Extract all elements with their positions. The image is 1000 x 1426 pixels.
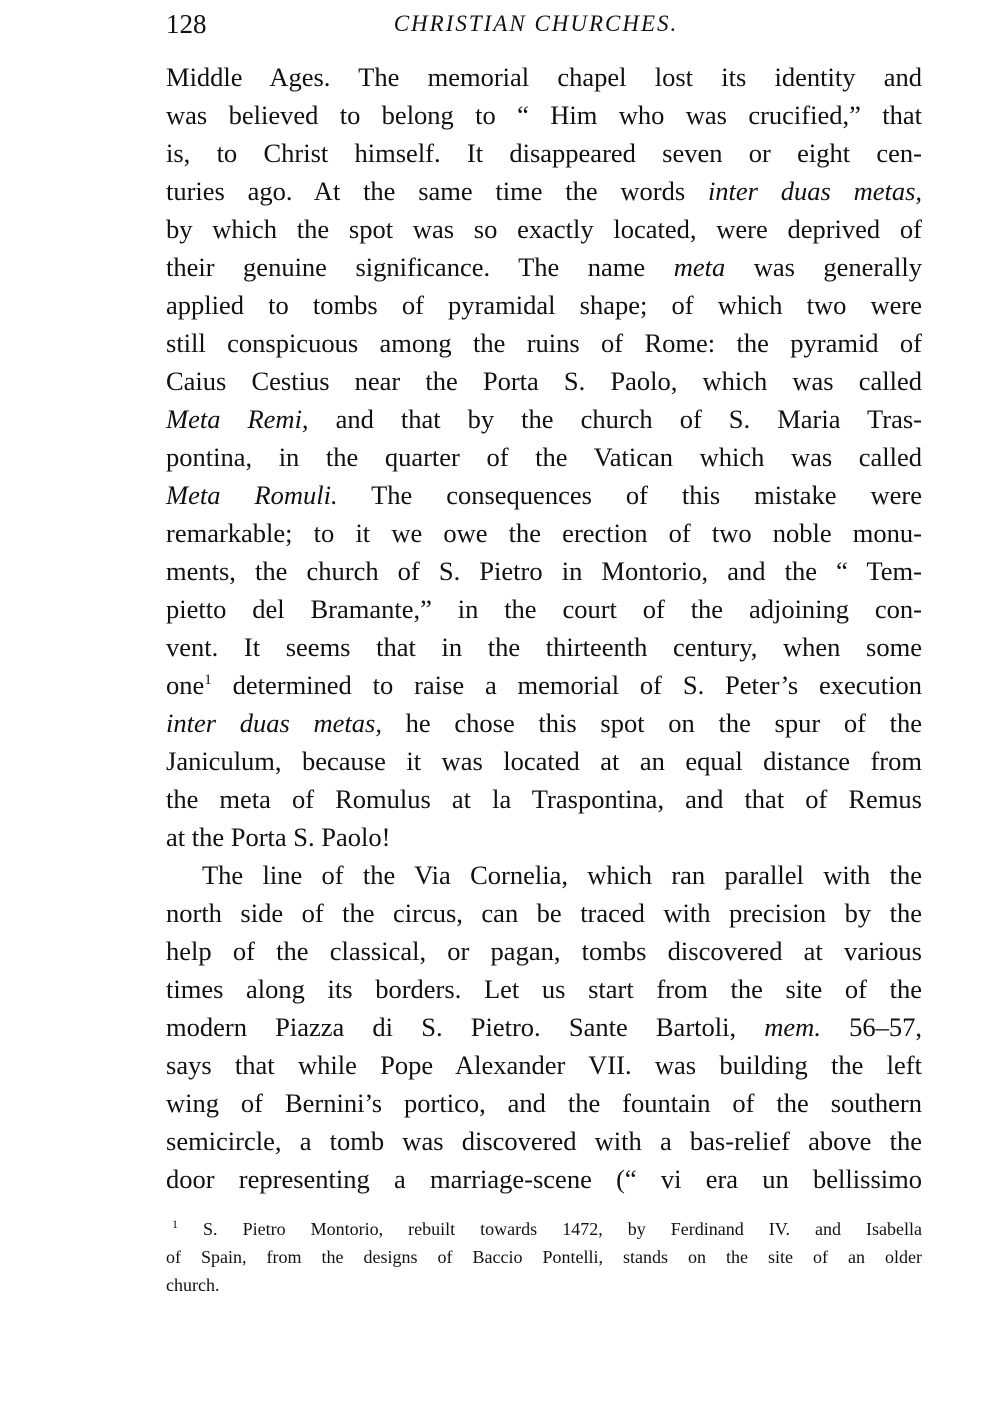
footnote-line: church. xyxy=(166,1275,220,1295)
text-line: turies ago. At the same time the words inter duas metas, xyxy=(166,176,923,206)
text-line: The line of the Via Cornelia, which ran parallel with the xyxy=(202,860,922,890)
text-line: Middle Ages. The memorial chapel lost its identity and xyxy=(166,62,922,92)
italic-phrase: mem. xyxy=(764,1012,821,1042)
footnote-line: $^1$ S. Pietro Montorio, rebuilt towards 1472, by Ferdinand IV. and Isabella xyxy=(172,1217,922,1239)
text-line: applied to tombs of pyramidal shape; of which two were xyxy=(166,290,922,320)
text-line: semicircle, a tomb was discovered with a bas-relief above the xyxy=(166,1126,922,1156)
text-line: remarkable; to it we owe the erection of two noble monu- xyxy=(166,518,922,548)
text-line: help of the classical, or pagan, tombs discovered at various xyxy=(166,936,922,966)
paragraph-1 xyxy=(166,58,922,856)
italic-phrase: Meta Remi, xyxy=(166,404,309,434)
text-line: one$^1$ determined to raise a memorial of S. Peter’s execution xyxy=(166,670,922,700)
text-line: door representing a marriage-scene (“ vi era un bellissimo xyxy=(166,1164,922,1194)
italic-phrase: inter duas metas, xyxy=(707,176,923,206)
text-line: is, to Christ himself. It disappeared seven or eight cen- xyxy=(166,138,922,168)
text-line: says that while Pope Alexander VII. was building the left xyxy=(166,1050,922,1080)
text-line: Meta Remi, and that by the church of S. Maria Tras- xyxy=(166,404,923,434)
text-line: Janiculum, because it was located at an equal distance from xyxy=(166,746,922,776)
footnote-marker: 1 xyxy=(172,1217,178,1231)
page-number: 128 xyxy=(166,9,207,39)
text-line: pontina, in the quarter of the Vatican which was called xyxy=(166,442,922,472)
text-line: pietto del Bramante,” in the court of the adjoining con- xyxy=(166,594,922,624)
text-line: vent. It seems that in the thirteenth century, when some xyxy=(166,632,922,662)
text-line: the meta of Romulus at la Traspontina, and that of Remus xyxy=(166,784,922,814)
text-line: wing of Bernini’s portico, and the fountain of the southern xyxy=(166,1088,922,1118)
italic-phrase: Meta Romuli. xyxy=(166,480,338,510)
text-line: still conspicuous among the ruins of Rome: the pyramid of xyxy=(166,328,922,358)
text-line: Meta Romuli. The consequences of this mistake were xyxy=(166,480,923,510)
text-line: inter duas metas, he chose this spot on the spur of the xyxy=(166,708,923,738)
text-line: north side of the circus, can be traced with precision by the xyxy=(166,898,922,928)
text-line: times along its borders. Let us start from the site of the xyxy=(166,974,922,1004)
text-line: modern Piazza di S. Pietro. Sante Bartoli, mem. 56–57, xyxy=(166,1012,922,1042)
running-head: CHRISTIAN CHURCHES. xyxy=(393,11,679,36)
footnote-line: of Spain, from the designs of Baccio Pontelli, stands on the site of an older xyxy=(166,1247,922,1267)
paragraph-2 xyxy=(166,856,922,1198)
text-line: their genuine significance. The name meta was generally xyxy=(166,252,922,282)
text-line: by which the spot was so exactly located, were deprived of xyxy=(166,214,922,244)
italic-phrase: meta xyxy=(673,252,726,282)
footnote-reference: 1 xyxy=(204,672,212,688)
text-line: was believed to belong to “ Him who was crucified,” that xyxy=(166,100,922,130)
footnote xyxy=(166,1215,922,1299)
text-line: ments, the church of S. Pietro in Montorio, and the “ Tem- xyxy=(166,556,922,586)
italic-phrase: inter duas metas, xyxy=(166,708,382,738)
text-line: at the Porta S. Paolo! xyxy=(166,822,391,852)
text-line: Caius Cestius near the Porta S. Paolo, which was called xyxy=(166,366,922,396)
page-header xyxy=(166,4,922,44)
body-text xyxy=(166,58,922,1198)
